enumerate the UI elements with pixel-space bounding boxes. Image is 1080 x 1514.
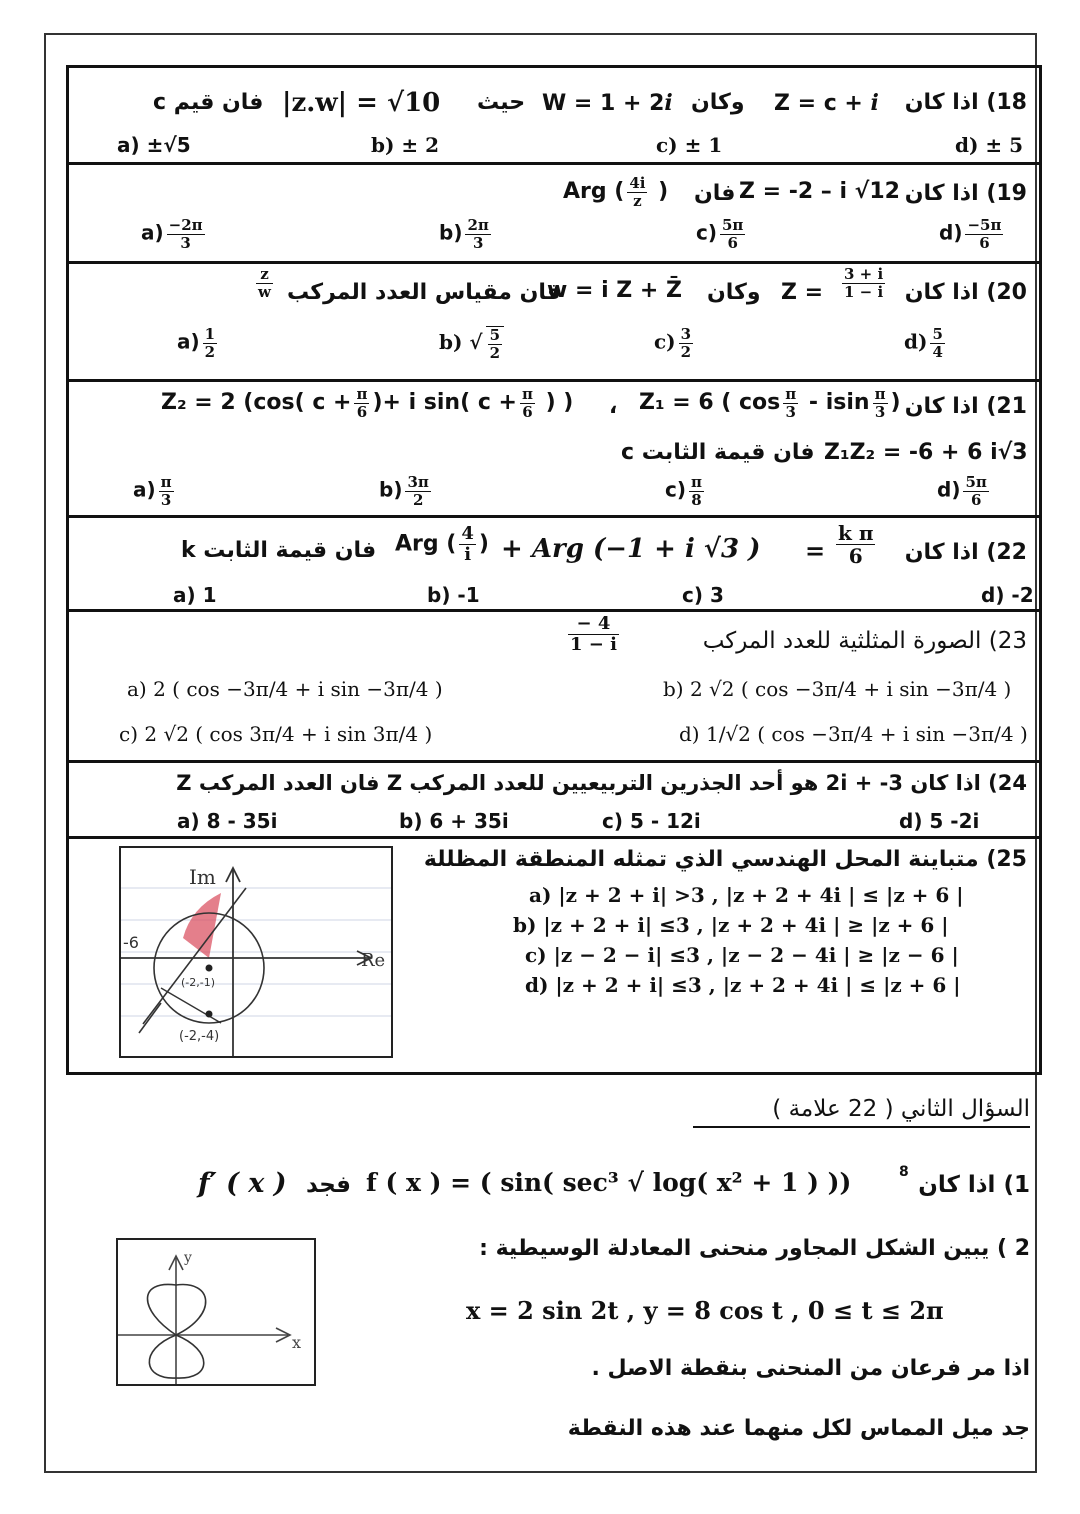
s2-q1-fprime: f′ ( x ) xyxy=(198,1168,287,1199)
q18-option-c[interactable]: c) ± 1 xyxy=(656,133,723,157)
q22-then: فان قيمة الثابت k xyxy=(181,538,377,563)
q22-arg1: Arg ( $\frac{4}{i}$ ) xyxy=(395,523,489,565)
q22-option-c[interactable]: c) 3 xyxy=(682,583,724,607)
q24-option-d[interactable]: d) 5 -2i xyxy=(899,809,980,833)
center-point xyxy=(206,965,213,972)
q20-option-b[interactable]: b) √ $\frac{5}{2}$ xyxy=(439,326,507,361)
q19-z: Z = -2 – i √12 xyxy=(739,179,900,204)
q25-option-d[interactable]: d) |z + 2 + i| ≤3 , |z + 2 + 4i | ≤ |z + 6 | xyxy=(525,973,961,997)
q23-option-d[interactable]: d) 1/√2 ( cos −3π/4 + i sin −3π/4 ) xyxy=(679,722,1028,746)
section2-heading: السؤال الثاني ( 22 علامة ) xyxy=(693,1096,1030,1128)
s2-q1-exponent: 8 xyxy=(899,1164,909,1180)
s2-q1-function: f ( x ) = ( sin( sec³ √ log( x² + 1 ) )) xyxy=(366,1168,852,1197)
q23-option-a[interactable]: a) 2 ( cos −3π/4 + i sin −3π/4 ) xyxy=(127,677,443,701)
q19-option-a[interactable]: a) $\frac{-2\pi}{3}$ xyxy=(141,216,203,252)
s2-q2-line1: 2 ) يبين الشكل المجاور منحنى المعادلة الوسيطية : xyxy=(479,1236,1030,1261)
s2-q2-equation: x = 2 sin 2t , y = 8 cos t , 0 ≤ t ≤ 2π xyxy=(466,1296,944,1325)
locus-sketch xyxy=(119,846,393,1058)
question-25 xyxy=(69,839,1039,1072)
q22-num-if: 22) اذا كان xyxy=(904,540,1027,565)
bisector-line xyxy=(143,888,246,1024)
x-label: x xyxy=(292,1333,302,1352)
q20-ratio: $\frac{z}{w}$ xyxy=(258,265,271,301)
q25-stem: 25) متباينة المحل الهندسي الذي تمثله المنطقة المظللة xyxy=(423,847,1027,872)
q22-option-a[interactable]: a) 1 xyxy=(173,583,217,607)
q21-sep: ، xyxy=(609,394,618,419)
center-label: (-2,-1) xyxy=(181,976,216,989)
questions-table xyxy=(66,65,1042,1075)
q21-option-d[interactable]: d) $\frac{5\pi}{6}$ xyxy=(937,473,987,509)
q23-option-b[interactable]: b) 2 √2 ( cos −3π/4 + i sin −3π/4 ) xyxy=(663,677,1012,701)
q21-option-a[interactable]: a) $\frac{\pi}{3}$ xyxy=(133,473,172,509)
q20-num-if: 20) اذا كان xyxy=(904,280,1027,305)
point-2 xyxy=(206,1011,213,1018)
s2-q2-line3: جد ميل المماس لكل منهما عند هذه النقطة xyxy=(567,1416,1030,1441)
neg6-label: -6 xyxy=(123,933,139,952)
q23-frac: $\frac{- 4}{1 - i}$ xyxy=(570,613,617,655)
q18-where: حيث xyxy=(477,90,526,115)
q19-arg: Arg ( $\frac{4i}{z}$ ) xyxy=(563,174,669,210)
question-20 xyxy=(69,264,1039,382)
parametric-sketch xyxy=(116,1238,316,1386)
y-label: y xyxy=(184,1250,192,1266)
q21-option-c[interactable]: c) $\frac{\pi}{8}$ xyxy=(665,473,702,509)
q24-option-b[interactable]: b) 6 + 35i xyxy=(399,809,509,833)
q18-mod: |z.w| = √10 xyxy=(282,88,441,118)
s2-q2-line2: اذا مر فرعان من المنحنى بنقطة الاصل . xyxy=(591,1356,1030,1381)
q22-arg2: + Arg (−1 + i √3 ) xyxy=(501,534,761,564)
q19-option-b[interactable]: b) $\frac{2\pi}{3}$ xyxy=(439,216,489,252)
question-24 xyxy=(69,763,1039,839)
shaded-region xyxy=(183,893,221,958)
question-22 xyxy=(69,518,1039,612)
q19-option-d[interactable]: d) $\frac{-5\pi}{6}$ xyxy=(939,216,1002,252)
locus-sketch-svg xyxy=(121,848,391,1056)
q19-option-c[interactable]: c) $\frac{5\pi}{6}$ xyxy=(696,216,744,252)
q20-w: w = i Z + Z̄ xyxy=(547,278,682,303)
q24-option-a[interactable]: a) 8 - 35i xyxy=(177,809,278,833)
q18-option-b[interactable]: b) ± 2 xyxy=(371,133,440,157)
q18-num-if: 18) اذا كان xyxy=(904,90,1027,115)
s2-q1-num-if: 1) اذا كان xyxy=(918,1172,1030,1198)
q23-option-c[interactable]: c) 2 √2 ( cos 3π/4 + i sin 3π/4 ) xyxy=(119,722,433,746)
q18-and: وكان xyxy=(691,90,745,115)
q25-option-c[interactable]: c) |z − 2 − i| ≤3 , |z − 2 − 4i | ≥ |z − 6 | xyxy=(525,943,959,967)
q18-z: Z = c + i xyxy=(774,90,879,116)
question-21 xyxy=(69,382,1039,518)
q21-z1: Z₁ = 6 ( cos $\frac{\pi}{3}$ - isin $\frac{\pi}{3}$ ) xyxy=(639,385,901,421)
parametric-sketch-svg xyxy=(118,1240,314,1384)
q20-z: Z = xyxy=(781,280,824,305)
q21-num-if: 21) اذا كان xyxy=(904,394,1027,419)
q23-stem: 23) الصورة المثلثية للعدد المركب xyxy=(702,628,1027,654)
q20-option-d[interactable]: d) $\frac{5}{4}$ xyxy=(904,325,943,361)
q20-option-a[interactable]: a) $\frac{1}{2}$ xyxy=(177,325,216,361)
question-19 xyxy=(69,165,1039,264)
q18-then: فان قيم c xyxy=(153,90,264,115)
q18-w: W = 1 + 2i xyxy=(542,90,673,116)
q20-and: وكان xyxy=(707,280,761,305)
q19-num-if: 19) اذا كان xyxy=(904,181,1027,206)
q21-then: فان قيمة الثابت c xyxy=(621,440,815,465)
segment xyxy=(161,988,221,1023)
q18-option-d[interactable]: d) ± 5 xyxy=(955,133,1024,157)
question-23 xyxy=(69,612,1039,763)
q19-then: فان xyxy=(694,181,736,206)
bisector-arrow xyxy=(139,1003,161,1033)
q22-k-frac: $\frac{\text{k π}}{6}$ xyxy=(838,521,874,568)
q24-stem: 24) اذا كان 3- + 2i هو أحد الجذرين التربيعيين للعدد المركب Z فان العدد المركب Z xyxy=(176,771,1027,795)
im-label: Im xyxy=(189,865,216,889)
q25-option-a[interactable]: a) |z + 2 + i| >3 , |z + 2 + 4i | ≤ |z + 6 | xyxy=(529,883,964,907)
q18-option-a[interactable]: a) ±√5 xyxy=(117,133,191,157)
question-18 xyxy=(69,68,1039,165)
q22-eq: = xyxy=(805,536,826,565)
q20-z-frac: $\frac{3 + i}{1 - i}$ xyxy=(844,265,884,301)
q21-product: Z₁Z₂ = -6 + 6 i√3 xyxy=(824,440,1028,465)
q21-option-b[interactable]: b) $\frac{3\pi}{2}$ xyxy=(379,473,429,509)
q22-option-d[interactable]: d) -2 xyxy=(981,583,1034,607)
q25-option-b[interactable]: b) |z + 2 + i| ≤3 , |z + 2 + 4i | ≥ |z + 6 | xyxy=(513,913,949,937)
re-label: Re xyxy=(361,950,386,971)
q24-option-c[interactable]: c) 5 - 12i xyxy=(602,809,701,833)
q20-then: فان مقياس العدد المركب xyxy=(287,280,562,305)
q20-option-c[interactable]: c) $\frac{3}{2}$ xyxy=(654,325,692,361)
s2-q1-find: فجد xyxy=(306,1172,351,1198)
point2-label: (-2,-4) xyxy=(179,1029,220,1044)
q22-option-b[interactable]: b) -1 xyxy=(427,583,480,607)
q21-z2: Z₂ = 2 (cos( c + $\frac{\pi}{6}$ )+ i sin( c + $\frac{\pi}{6}$ ) ) xyxy=(161,385,574,421)
